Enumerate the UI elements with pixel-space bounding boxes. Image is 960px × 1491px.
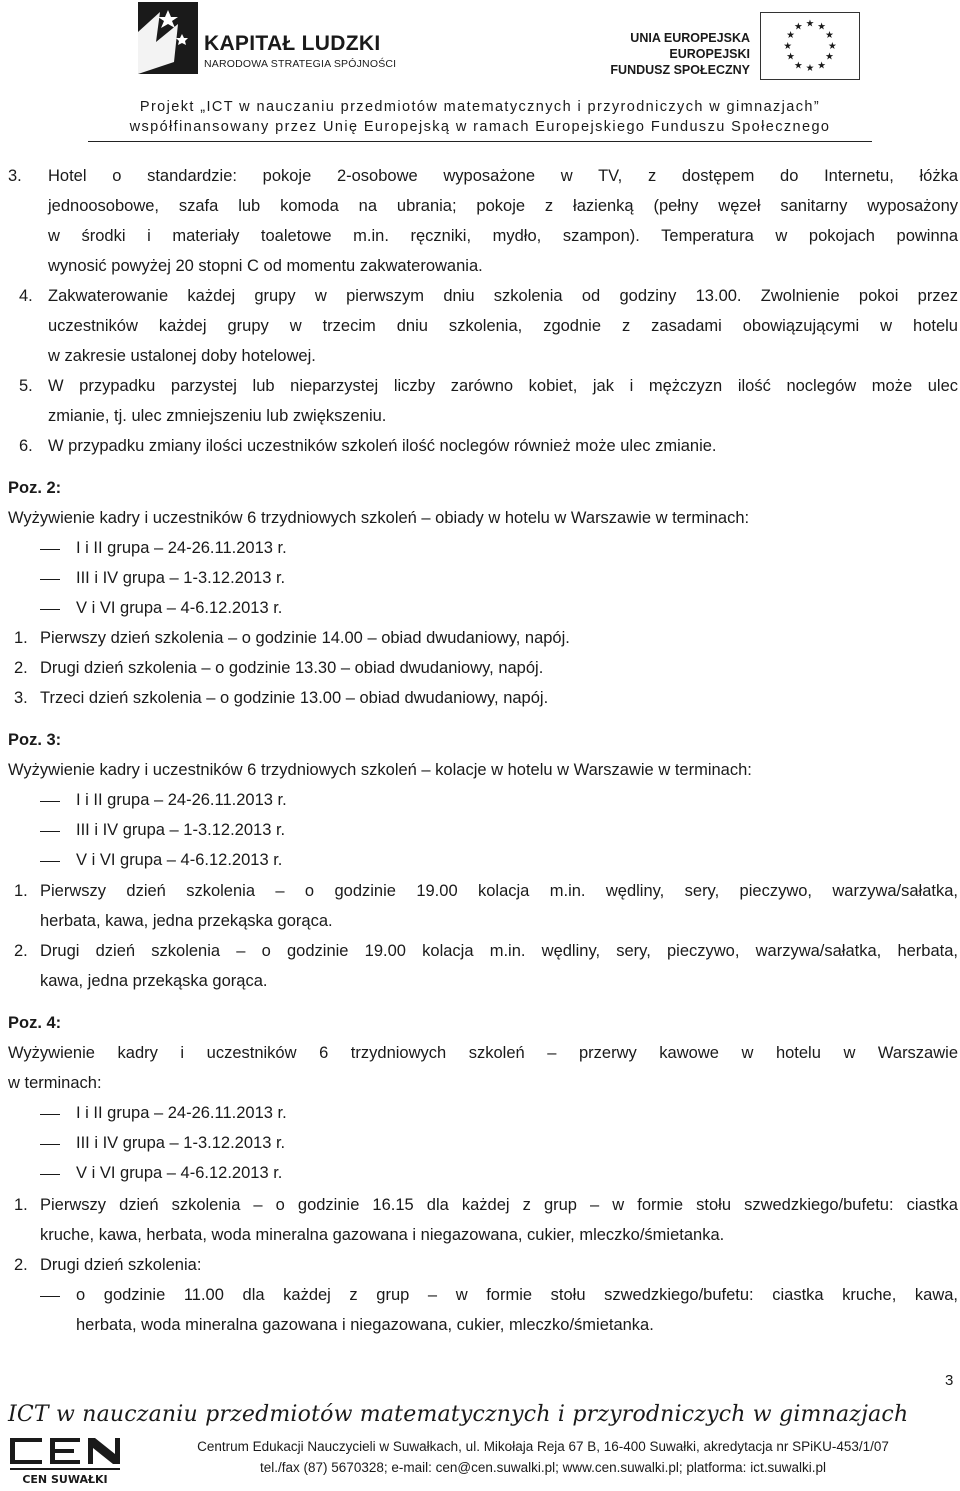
item-number: 6.: [19, 437, 33, 455]
dash-bullet: [40, 549, 60, 550]
svg-text:★: ★: [805, 63, 815, 75]
item-4-line-1: Zakwaterowanie każdej grupy w pierwszym dniu szkolenia od godziny 13.00. Zwolnienie pokoi przez: [48, 287, 958, 305]
eu-line-1: UNIA EUROPEJSKA: [630, 31, 750, 45]
item-3-line-3: w środki i materiały toaletowe m.in. ręczniki, mydło, szampon). Temperatura w pokojach powinna: [48, 227, 958, 245]
project-title: Projekt „ICT w nauczaniu przedmiotów matematycznych i przyrodniczych w gimnazjach”: [139, 99, 821, 115]
kapital-ludzki-logo: [138, 2, 198, 74]
svg-text:★: ★: [825, 30, 834, 42]
item-number: 1.: [14, 629, 28, 647]
footer-address: Centrum Edukacji Nauczycieli w Suwałkach, ul. Mikołaja Reja 67 B, 16-400 Suwałki, akredytacja nr SPiKU-453/1/07: [197, 1439, 889, 1454]
poz-2-group-1: I i II grupa – 24-26.11.2013 r.: [76, 539, 287, 557]
poz-3-item-2-line-2: kawa, jedna przekąska gorąca.: [40, 972, 268, 990]
svg-text:★: ★: [786, 51, 795, 63]
poz-4-item-1-line-1: Pierwszy dzień szkolenia – o godzinie 16.15 dla każdej z grup – w formie stołu szwedzkiego/bufetu: ciastka: [40, 1196, 958, 1214]
item-number: 3.: [8, 167, 22, 185]
poz-2-group-2: III i IV grupa – 1-3.12.2013 r.: [76, 569, 286, 587]
eu-fund-text: [610, 30, 750, 78]
poz-3-group-3: V i VI grupa – 4-6.12.2013 r.: [76, 851, 283, 869]
item-number: 2.: [14, 659, 28, 677]
dash-bullet: [40, 831, 60, 832]
item-number: 1.: [14, 882, 28, 900]
svg-text:★: ★: [794, 60, 803, 72]
dash-bullet: [40, 1174, 60, 1175]
svg-text:★: ★: [827, 40, 837, 52]
poz-3-intro: Wyżywienie kadry i uczestników 6 trzydniowych szkoleń – kolacje w hotelu w Warszawie w terminach:: [8, 761, 752, 779]
header-divider: [88, 141, 872, 142]
page-number: 3: [945, 1372, 954, 1389]
item-3-line-2: jednoosobowe, szafa lub komoda na ubrania; pokoje z łazienką (pełny węzeł sanitarny wyposażony: [48, 197, 958, 215]
poz-2-group-3: V i VI grupa – 4-6.12.2013 r.: [76, 599, 283, 617]
poz-3-heading: Poz. 3:: [8, 731, 62, 749]
dash-bullet: [40, 1296, 60, 1297]
svg-text:★: ★: [794, 21, 803, 33]
dash-bullet: [40, 609, 60, 610]
poz-4-group-1: I i II grupa – 24-26.11.2013 r.: [76, 1104, 287, 1122]
cen-logo-text: CEN SUWAŁKI: [22, 1473, 108, 1486]
svg-text:★: ★: [825, 51, 834, 63]
poz-3-item-1-line-2: herbata, kawa, jedna przekąska gorąca.: [40, 912, 333, 930]
item-number: 3.: [14, 689, 28, 707]
item-4-line-3: w zakresie ustalonej doby hotelowej.: [48, 347, 316, 365]
poz-4-group-2: III i IV grupa – 1-3.12.2013 r.: [76, 1134, 286, 1152]
poz-4-sub-line-1: o godzinie 11.00 dla każdej z grup – w formie stołu szwedzkiego/bufetu: ciastka kruche, kawa,: [76, 1286, 958, 1304]
poz-2-heading: Poz. 2:: [8, 479, 62, 497]
svg-text:★: ★: [817, 60, 826, 72]
dash-bullet: [40, 861, 60, 862]
item-3-line-4: wynosić powyżej 20 stopni C od momentu zakwaterowania.: [48, 257, 483, 275]
poz-2-item-3: Trzeci dzień szkolenia – o godzinie 13.00 – obiad dwudaniowy, napój.: [40, 689, 549, 707]
footer-contact: tel./fax (87) 5670328; e-mail: cen@cen.suwalki.pl; www.cen.suwalki.pl; platforma: ict.suwalki.pl: [260, 1460, 826, 1475]
item-number: 2.: [14, 1256, 28, 1274]
poz-3-item-1-line-1: Pierwszy dzień szkolenia – o godzinie 19.00 kolacja m.in. wędliny, sery, pieczywo, warzywa/sałatka,: [40, 882, 958, 900]
item-4-line-2: uczestników każdej grupy w trzecim dniu szkolenia, zgodnie z zasadami obowiązującymi w hotelu: [48, 317, 958, 335]
poz-3-group-2: III i IV grupa – 1-3.12.2013 r.: [76, 821, 286, 839]
svg-text:★: ★: [817, 21, 826, 33]
poz-4-intro-line-1: Wyżywienie kadry i uczestników 6 trzydniowych szkoleń – przerwy kawowe w hotelu w Warszawie: [8, 1044, 958, 1062]
eu-line-2: EUROPEJSKI: [669, 47, 750, 61]
kapital-ludzki-title: KAPITAŁ LUDZKI: [204, 32, 381, 55]
page-header: [0, 0, 960, 140]
poz-4-group-3: V i VI grupa – 4-6.12.2013 r.: [76, 1164, 283, 1182]
item-5-line-1: W przypadku parzystej lub nieparzystej liczby zarówno kobiet, jak i mężczyzn ilość noclegów może ulec: [48, 377, 958, 395]
item-number: 5.: [19, 377, 33, 395]
eu-line-3: FUNDUSZ SPOŁECZNY: [610, 63, 750, 77]
item-number: 4.: [19, 287, 33, 305]
poz-4-heading: Poz. 4:: [8, 1014, 62, 1032]
poz-3-group-1: I i II grupa – 24-26.11.2013 r.: [76, 791, 287, 809]
item-5-line-2: zmianie, tj. ulec zmniejszeniu lub zwiększeniu.: [48, 407, 387, 425]
poz-2-intro: Wyżywienie kadry i uczestników 6 trzydniowych szkoleń – obiady w hotelu w Warszawie w terminach:: [8, 509, 750, 527]
item-number: 2.: [14, 942, 28, 960]
kapital-ludzki-subtitle: NARODOWA STRATEGIA SPÓJNOŚCI: [204, 58, 397, 70]
project-cofinancing: współfinansowany przez Unię Europejską w ramach Europejskiego Funduszu Społecznego: [129, 119, 831, 135]
dash-bullet: [40, 1144, 60, 1145]
eu-flag-icon: [760, 12, 860, 80]
item-number: 1.: [14, 1196, 28, 1214]
poz-4-item-2: Drugi dzień szkolenia:: [40, 1256, 202, 1274]
poz-2-item-2: Drugi dzień szkolenia – o godzinie 13.30 – obiad dwudaniowy, napój.: [40, 659, 544, 677]
poz-4-item-1-line-2: kruche, kawa, herbata, woda mineralna gazowana i niegazowana, cukier, mleczko/śmietanka.: [40, 1226, 725, 1244]
poz-4-sub-line-2: herbata, woda mineralna gazowana i niegazowana, cukier, mleczko/śmietanka.: [76, 1316, 654, 1334]
dash-bullet: [40, 1114, 60, 1115]
footer-banner: ICT w nauczaniu przedmiotów matematycznych i przyrodniczych w gimnazjach: [8, 1402, 909, 1427]
poz-4-intro-line-2: w terminach:: [8, 1074, 102, 1092]
item-3-line-1: Hotel o standardzie: pokoje 2-osobowe wyposażone w TV, z dostępem do Internetu, łóżka: [48, 167, 958, 185]
poz-3-item-2-line-1: Drugi dzień szkolenia – o godzinie 19.00 kolacja m.in. wędliny, sery, pieczywo, warzywa/sałatka, herbata,: [40, 942, 958, 960]
item-6-line: W przypadku zmiany ilości uczestników szkoleń ilość noclegów również może ulec zmianie.: [48, 437, 717, 455]
cen-logo: [8, 1436, 128, 1486]
dash-bullet: [40, 801, 60, 802]
svg-text:★: ★: [783, 40, 793, 52]
svg-text:★: ★: [805, 18, 815, 30]
svg-text:★: ★: [786, 30, 795, 42]
dash-bullet: [40, 579, 60, 580]
poz-2-item-1: Pierwszy dzień szkolenia – o godzinie 14.00 – obiad dwudaniowy, napój.: [40, 629, 570, 647]
